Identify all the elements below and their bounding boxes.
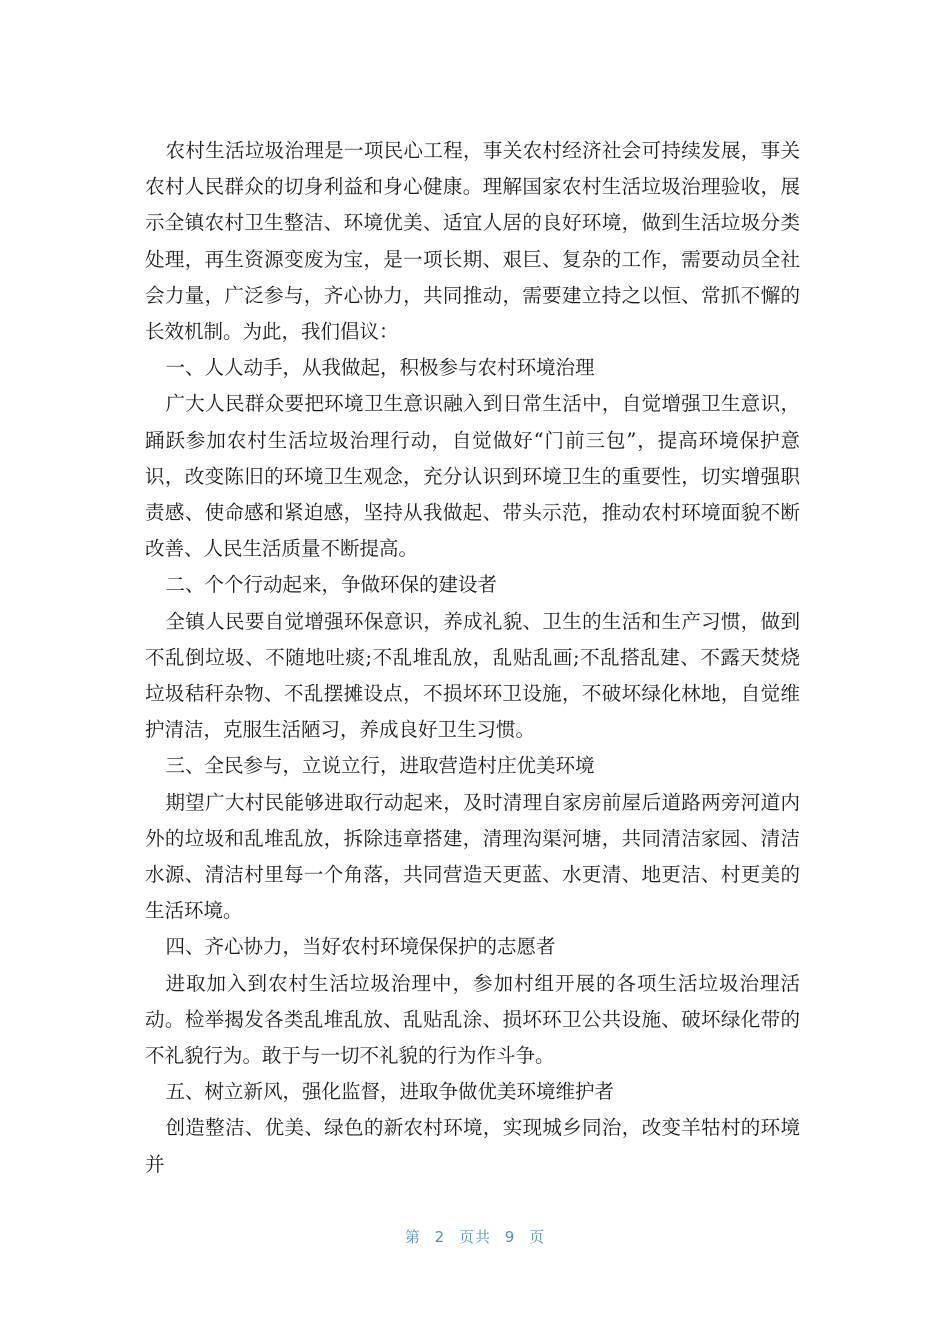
intro-paragraph: 农村生活垃圾治理是一项民心工程，事关农村经济社会可持续发展，事关农村人民群众的切身利益和身心健康。理解国家农村生活垃圾治理验收，展示全镇农村卫生整洁、环境优美、适宜人居的良好环境，做到生活垃圾分类处理，再生资源变废为宝，是一项长期、艰巨、复杂的工作，需要动员全社会力量，广泛参与，齐心协力，共同推动，需要建立持之以恒、常抓不懈的长效机制。为此，我们倡议： — [145, 139, 800, 344]
page-middle-text: 页共 — [458, 1228, 491, 1246]
section-heading-2: 二、个个行动起来，争做环保的建设者 — [165, 573, 497, 597]
page-prefix: 第 — [404, 1228, 421, 1246]
section-heading-3: 三、全民参与，立说立行，进取营造村庄优美环境 — [165, 754, 595, 778]
section-body-1: 广大人民群众要把环境卫生意识融入到日常生活中，自觉增强卫生意识，踊跃参加农村生活垃圾治理行动，自觉做好“门前三包”，提高环境保护意识，改变陈旧的环境卫生观念，充分认识到环境卫生的重要性，切实增强职责感、使命感和紧迫感，坚持从我做起、带头示范，推动农村环境面貌不断改善、人民生活质量不断提高。 — [145, 392, 800, 561]
section-body-2: 全镇人民要自觉增强环保意识，养成礼貌、卫生的生活和生产习惯，做到不乱倒垃圾、不随地吐痰;不乱堆乱放，乱贴乱画;不乱搭乱建、不露天焚烧垃圾秸秆杂物、不乱摆摊设点，不损坏环卫设施，不破坏绿化林地，自觉维护清洁，克服生活陋习，养成良好卫生习惯。 — [145, 609, 800, 742]
current-page-number: 2 — [434, 1228, 446, 1246]
section-heading-4: 四、齐心协力，当好农村环境保保护的志愿者 — [165, 935, 556, 959]
section-body-4: 进取加入到农村生活垃圾治理中，参加村组开展的各项生活垃圾治理活动。检举揭发各类乱堆乱放、乱贴乱涂、损坏环卫公共设施、破坏绿化带的不礼貌行为。敢于与一切不礼貌的行为作斗争。 — [145, 971, 800, 1068]
section-heading-5: 五、树立新风，强化监督，进取争做优美环境维护者 — [165, 1080, 614, 1104]
section-body-3: 期望广大村民能够进取行动起来，及时清理自家房前屋后道路两旁河道内外的垃圾和乱堆乱放，拆除违章搭建，清理沟渠河塘，共同清洁家园、清洁水源、清洁村里每一个角落，共同营造天更蓝、水更清、地更洁、村更美的生活环境。 — [145, 790, 800, 923]
page-suffix: 页 — [529, 1228, 546, 1246]
total-pages-number: 9 — [504, 1228, 516, 1246]
section-heading-1: 一、人人动手，从我做起，积极参与农村环境治理 — [165, 356, 595, 380]
document-body — [145, 133, 800, 1183]
page-number-footer — [0, 1226, 950, 1247]
section-body-5: 创造整洁、优美、绿色的新农村环境，实现城乡同治，改变羊牯村的环境并 — [145, 1116, 800, 1176]
